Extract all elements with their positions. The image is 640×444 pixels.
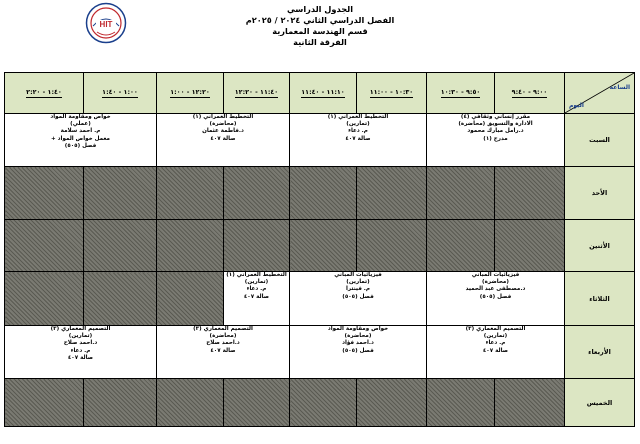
corner-cell: [565, 73, 635, 114]
class-session: التصميم المعماري (٣) (محاضرة) د.احمد صلاح صالة ٤٠٧: [157, 326, 290, 379]
class-session: فيزيائيات المباني (محاضرة) د.مصطفى عبد الحميد فصل (٥٠٥): [427, 272, 565, 326]
table-row: [5, 379, 635, 427]
university-logo-icon: [85, 2, 127, 44]
empty-slot: [427, 379, 495, 427]
department-label: قسم الهندسة المعمارية: [272, 26, 368, 36]
time-slot: ٩:٥٠ - ١٠:٣٠: [427, 73, 495, 114]
class-session: خواص ومقاومة المواد (عملي) م. احمد سلامة معمل خواص المواد + فصل (٥٠٥): [5, 114, 157, 167]
class-session: التخطيط العمراني (١) (محاضرة) د.فاطمة عثمان صالة ٤٠٧: [157, 114, 290, 167]
table-row: [5, 114, 635, 167]
empty-slot: [357, 167, 427, 220]
empty-slot: [495, 167, 565, 220]
empty-slot: [224, 167, 290, 220]
corner-day-label: اليوم: [569, 102, 584, 109]
semester-label: الفصل الدراسي الثاني ٢٠٢٤ / ٢٠٢٥م: [245, 15, 395, 25]
empty-slot: [157, 379, 224, 427]
day-label: الأربعاء: [565, 326, 635, 379]
empty-slot: [357, 379, 427, 427]
table-row: [5, 167, 635, 220]
day-label: الأحد: [565, 167, 635, 220]
empty-slot: [5, 379, 84, 427]
table-row: [5, 326, 635, 379]
day-label: السبت: [565, 114, 635, 167]
schedule-header: [200, 4, 440, 48]
time-slot: ١٢:٢٠ - ١:٠٠: [157, 73, 224, 114]
time-slot: ١:٤٠ - ٢:٢٠: [5, 73, 84, 114]
day-label: الخميس: [565, 379, 635, 427]
empty-slot: [157, 272, 224, 326]
class-session: مقرر إنساني وثقافي (٤) الادارة والتسويق (محاضرة) د.رامل مبارك محمود مدرج (١): [427, 114, 565, 167]
empty-slot: [84, 167, 157, 220]
corner-time-label: الساعة: [609, 84, 630, 91]
empty-slot: [290, 379, 357, 427]
empty-slot: [357, 220, 427, 272]
class-session: التصميم المعماري (٣) (تمارين) د.احمد صلاح م. دعاء صالة ٤٠٧: [5, 326, 157, 379]
empty-slot: [495, 379, 565, 427]
schedule-table: [4, 72, 635, 427]
empty-slot: [5, 220, 84, 272]
empty-slot: [495, 220, 565, 272]
empty-slot: [157, 167, 224, 220]
time-slot: ١:٠٠ - ١:٤٠: [84, 73, 157, 114]
class-session: التصميم المعماري (٣) (تمارين) م. دعاء صالة ٤٠٧: [427, 326, 565, 379]
empty-slot: [5, 272, 84, 326]
time-slot: ١١:٤٠ - ١٢:٢٠: [224, 73, 290, 114]
empty-slot: [84, 272, 157, 326]
class-session: التخطيط العمراني (١) (تمارين) م. دعاء صالة ٤٠٧: [224, 272, 290, 326]
day-label: الثلاثاء: [565, 272, 635, 326]
empty-slot: [290, 167, 357, 220]
logo-text: HIT: [99, 20, 113, 29]
time-slot: ١٠:٣٠ - ١١:٠٠: [357, 73, 427, 114]
empty-slot: [427, 220, 495, 272]
empty-slot: [224, 379, 290, 427]
day-label: الأثنين: [565, 220, 635, 272]
empty-slot: [84, 379, 157, 427]
table-row: [5, 272, 635, 326]
time-slot: ٩:٠٠ - ٩:٤٠: [495, 73, 565, 114]
empty-slot: [157, 220, 224, 272]
class-session: خواص ومقاومة المواد (محاضرة) د.احمد فؤاد فصل (٥٠٥): [290, 326, 427, 379]
year-label: الفرقة الثانية: [293, 37, 347, 47]
page-title: الجدول الدراسي: [286, 4, 354, 14]
class-session: فيزيائيات المباني (تمارين) م. فينترا فصل (٥٠٥): [290, 272, 427, 326]
table-row: [5, 220, 635, 272]
empty-slot: [5, 167, 84, 220]
time-slot: ١١:١٠ - ١١:٤٠: [290, 73, 357, 114]
empty-slot: [224, 220, 290, 272]
empty-slot: [84, 220, 157, 272]
time-header-row: [5, 73, 635, 114]
empty-slot: [427, 167, 495, 220]
empty-slot: [290, 220, 357, 272]
class-session: التخطيط العمراني (١) (تمارين) م. دعاء صالة ٤٠٧: [290, 114, 427, 167]
